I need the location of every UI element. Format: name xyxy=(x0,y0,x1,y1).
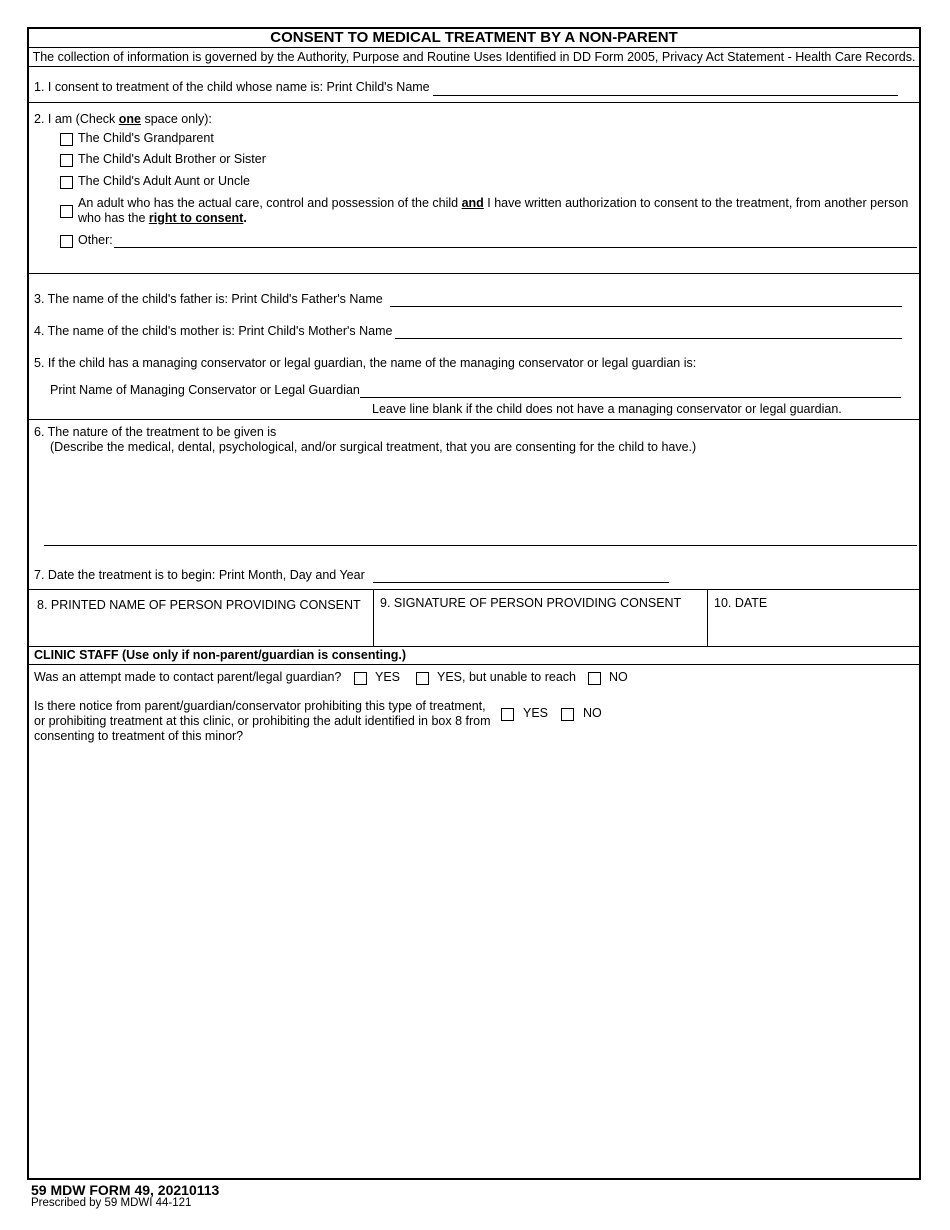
q3-label: 3. The name of the child's father is: Print Child's Father's Name xyxy=(34,292,383,306)
divider xyxy=(29,589,919,590)
divider xyxy=(29,419,919,420)
privacy-statement: The collection of information is governed by the Authority, Purpose and Routine Uses Identified in DD Form 2005, Privacy Act Statement - Health Care Records. xyxy=(32,50,916,64)
attempt-question: Was an attempt made to contact parent/legal guardian? xyxy=(34,670,342,684)
q5-print-label: Print Name of Managing Conservator or Legal Guardian xyxy=(50,383,360,397)
notice-no-label: NO xyxy=(583,706,602,720)
divider xyxy=(29,66,919,67)
q4-label: 4. The name of the child's mother is: Print Child's Mother's Name xyxy=(34,324,393,338)
attempt-no-checkbox[interactable] xyxy=(588,672,601,685)
attempt-yes-checkbox[interactable] xyxy=(354,672,367,685)
attempt-unable-label: YES, but unable to reach xyxy=(437,670,576,684)
mother-name-field[interactable] xyxy=(395,338,902,339)
treatment-description-field[interactable] xyxy=(44,545,917,546)
attempt-unable-checkbox[interactable] xyxy=(416,672,429,685)
q2-label: 2. I am (Check one space only): xyxy=(34,112,212,126)
guardian-name-field[interactable] xyxy=(360,397,901,398)
divider xyxy=(373,589,374,646)
divider xyxy=(29,273,919,274)
q5-label: 5. If the child has a managing conservator or legal guardian, the name of the managing conservator or legal guardian is: xyxy=(34,356,697,370)
father-name-field[interactable] xyxy=(390,306,902,307)
treatment-date-field[interactable] xyxy=(373,582,669,583)
prescribed-by: Prescribed by 59 MDWI 44-121 xyxy=(31,1197,192,1209)
option-grandparent-label: The Child's Grandparent xyxy=(78,131,214,145)
sibling-checkbox[interactable] xyxy=(60,154,73,167)
attempt-yes-label: YES xyxy=(375,670,401,684)
box8-label: 8. PRINTED NAME OF PERSON PROVIDING CONSENT xyxy=(37,598,361,612)
date-field[interactable] xyxy=(711,619,917,643)
notice-question-line3: consenting to treatment of this minor? xyxy=(34,729,244,743)
divider xyxy=(29,102,919,103)
option-authorized-adult-line1: An adult who has the actual care, control and possession of the child and I have written authorization to consent to the treatment, from another person xyxy=(78,196,909,210)
box10-label: 10. DATE xyxy=(714,596,768,610)
notice-question-line2: or prohibiting treatment at this clinic, or prohibiting the adult identified in box 8 from xyxy=(34,714,491,728)
consent-form xyxy=(27,27,921,1180)
attempt-no-label: NO xyxy=(609,670,628,684)
option-sibling-label: The Child's Adult Brother or Sister xyxy=(78,152,266,166)
option-authorized-adult-line2: who has the right to consent. xyxy=(78,211,247,225)
option-other-label: Other: xyxy=(78,233,113,247)
form-number: 59 MDW FORM 49, 20210113 xyxy=(31,1182,220,1198)
q5-hint: Leave line blank if the child does not have a managing conservator or legal guardian. xyxy=(372,402,842,416)
child-name-field[interactable] xyxy=(433,95,898,96)
grandparent-checkbox[interactable] xyxy=(60,133,73,146)
clinic-staff-header: CLINIC STAFF (Use only if non-parent/guardian is consenting.) xyxy=(34,648,406,662)
divider xyxy=(29,646,919,647)
other-checkbox[interactable] xyxy=(60,235,73,248)
signature-field[interactable] xyxy=(377,619,703,643)
q6-label: 6. The nature of the treatment to be given is xyxy=(34,425,277,439)
divider xyxy=(29,47,919,48)
authorized-adult-checkbox[interactable] xyxy=(60,205,73,218)
box9-label: 9. SIGNATURE OF PERSON PROVIDING CONSENT xyxy=(380,596,682,610)
form-title: CONSENT TO MEDICAL TREATMENT BY A NON-PARENT xyxy=(270,29,678,46)
aunt-uncle-checkbox[interactable] xyxy=(60,176,73,189)
divider xyxy=(707,589,708,646)
printed-name-field[interactable] xyxy=(33,619,369,643)
other-field[interactable] xyxy=(114,247,917,248)
q7-label: 7. Date the treatment is to begin: Print Month, Day and Year xyxy=(34,568,365,582)
notice-yes-checkbox[interactable] xyxy=(501,708,514,721)
option-aunt-uncle-label: The Child's Adult Aunt or Uncle xyxy=(78,174,250,188)
notice-question-line1: Is there notice from parent/guardian/conservator prohibiting this type of treatment, xyxy=(34,699,486,713)
notice-yes-label: YES xyxy=(523,706,549,720)
q6-sub: (Describe the medical, dental, psychological, and/or surgical treatment, that you are consenting for the child to have.) xyxy=(50,440,697,454)
notice-no-checkbox[interactable] xyxy=(561,708,574,721)
divider xyxy=(29,664,919,665)
q1-label: 1. I consent to treatment of the child whose name is: Print Child's Name xyxy=(34,80,430,94)
